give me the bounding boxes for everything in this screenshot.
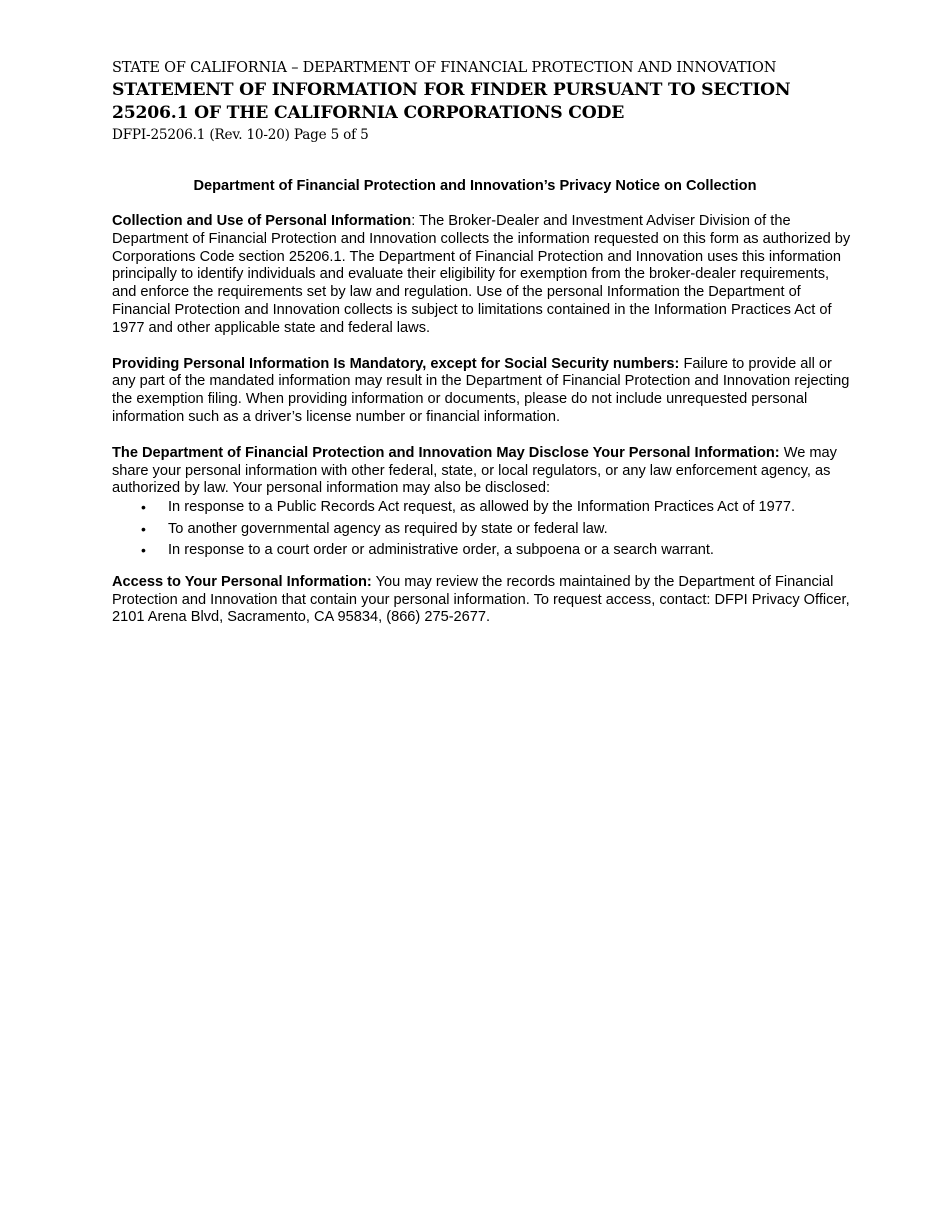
collection-text: : The Broker-Dealer and Investment Adviser Division of the Department of Financial Protection and Innovation collects the information requested on this form as authorized by Corporations Code section 25206.1. The Department of Financial Protection and Innovation uses this information principally to identify individuals and evaluate their eligibility for exemption from the broker-dealer requirements, and enforce the requirements set by law and regulation. Use of the personal Information the Department of Financial Protection and Innovation collects is subject to limitations contained in the Information Practices Act of 1977 and other applicable state and federal laws. xyxy=(112,213,851,336)
privacy-notice-title: Department of Financial Protection and Innovation’s Privacy Notice on Collection xyxy=(193,178,757,194)
disclose-text: We may share your personal information with other federal, state, or local regulators, or any law enforcement agency, as authorized by law. Your personal information may also be disclosed: xyxy=(112,444,837,497)
form-id: DFPI-25206.1 (Rev. 10-20) Page 5 of 5 xyxy=(112,127,369,143)
document-page xyxy=(112,58,852,627)
list-item-text: To another governmental agency as required by state or federal law. xyxy=(168,520,608,537)
agency-header: STATE OF CALIFORNIA – DEPARTMENT OF FINANCIAL PROTECTION AND INNOVATION xyxy=(112,60,777,76)
bullet-icon: • xyxy=(141,499,146,516)
access-text: You may review the records maintained by the Department of Financial Protection and Innovation that contain your personal information. To request access, contact: DFPI Privacy Officer, 2101 Arena Blvd, Sacramento, CA 95834, (866) 275-2677. xyxy=(112,573,850,626)
list-item-text: In response to a Public Records Act request, as allowed by the Information Practices Act of 1977. xyxy=(168,499,796,516)
disclose-paragraph xyxy=(112,445,852,498)
mandatory-heading: Providing Personal Information Is Mandatory, except for Social Security numbers: xyxy=(112,355,680,372)
collection-heading: Collection and Use of Personal Information xyxy=(112,213,412,229)
disclose-heading: The Department of Financial Protection and Innovation May Disclose Your Personal Information: xyxy=(112,444,780,461)
access-paragraph xyxy=(112,574,852,627)
form-title: STATEMENT OF INFORMATION FOR FINDER PURSUANT TO SECTION 25206.1 OF THE CALIFORNIA CORPORATIONS CODE xyxy=(112,80,791,123)
list-item xyxy=(112,542,852,560)
list-item xyxy=(112,521,852,539)
access-heading: Access to Your Personal Information: xyxy=(112,573,372,590)
bullet-icon: • xyxy=(141,520,146,537)
mandatory-paragraph xyxy=(112,356,852,427)
list-item xyxy=(112,499,852,517)
list-item-text: In response to a court order or administrative order, a subpoena or a search warrant. xyxy=(168,541,714,558)
collection-paragraph xyxy=(112,213,852,338)
disclosure-list xyxy=(112,499,852,560)
bullet-icon: • xyxy=(141,541,146,558)
mandatory-text: Failure to provide all or any part of the mandated information may result in the Department of Financial Protection and Innovation rejecting the exemption filing. When providing information or documents, please do not include unrequested personal information such as a driver’s license number or financial information. xyxy=(112,355,850,425)
